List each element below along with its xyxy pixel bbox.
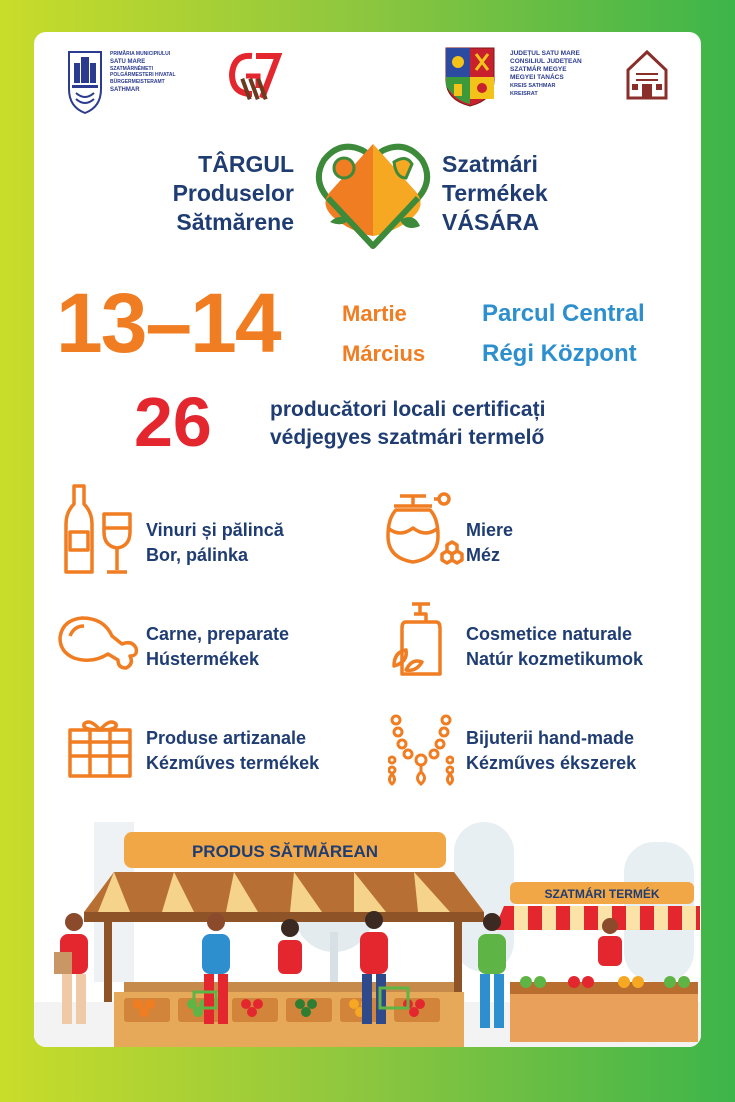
category-ro: Miere [466, 520, 514, 540]
stall-left-sign: PRODUS SĂTMĂREAN [191, 842, 379, 861]
location-ro: Parcul Central [482, 300, 645, 327]
gift-icon [68, 716, 132, 778]
category-ro: Vinuri și pălincă [146, 520, 284, 540]
county-council-text: JUDEȚUL SATU MARE CONSILIUL JUDEȚEAN SZATMÁR MEGYE MEGYEI TANÁCS KREIS SATHMAR KREISRAT [510, 50, 582, 97]
producers-ro: producători locali certificați [270, 398, 546, 421]
logo-bar [34, 32, 701, 122]
poster-panel [34, 32, 701, 1047]
title-ro-line: Produselor [172, 180, 294, 206]
event-date: 13–14 [56, 276, 280, 370]
meat-icon [56, 614, 140, 676]
category-honey [466, 518, 513, 568]
category-ro: Cosmetice naturale [466, 624, 633, 644]
title-hungarian [442, 150, 622, 237]
producer-count: 26 [134, 383, 212, 461]
category-jewelry [466, 726, 636, 776]
event-month [342, 294, 425, 374]
category-hu: Kézműves termékek [146, 753, 320, 773]
title-ro-line: TÂRGUL [198, 151, 294, 177]
category-cosmetics [466, 622, 643, 672]
cosmetics-icon [390, 600, 444, 678]
title-hu-line: VÁSÁRA [442, 209, 540, 235]
county-crest-logo [444, 46, 496, 108]
location-hu: Régi Központ [482, 340, 637, 367]
category-ro: Bijuterii hand-made [466, 728, 635, 748]
category-ro: Produse artizanale [146, 728, 307, 748]
category-hu: Méz [466, 545, 501, 565]
producers-hu: védjegyes szatmári termelő [270, 426, 545, 449]
category-wine [146, 518, 284, 568]
title-ro-line: Sătmărene [176, 209, 294, 235]
heart-emblem-icon [310, 136, 436, 254]
month-ro: Martie [342, 301, 407, 326]
title-hu-line: Termékek [442, 180, 548, 206]
producers-description [270, 396, 545, 452]
category-hu: Natúr kozmetikumok [466, 649, 644, 669]
g7-logo [224, 46, 284, 108]
stall-right-sign: SZATMÁRI TERMÉK [544, 887, 660, 901]
category-hu: Bor, pálinka [146, 545, 249, 565]
city-crest-logo [66, 49, 104, 115]
market-scene-illustration [34, 802, 701, 1047]
month-hu: Március [342, 341, 426, 366]
title-romanian [134, 150, 294, 237]
category-hu: Hústermékek [146, 649, 260, 669]
category-crafts [146, 726, 319, 776]
category-ro: Carne, preparate [146, 624, 290, 644]
wine-icon [64, 482, 136, 577]
title-hu-line: Szatmári [442, 151, 538, 177]
event-location [482, 294, 645, 374]
category-hu: Kézműves ékszerek [466, 753, 637, 773]
honey-icon [386, 492, 466, 572]
city-hall-text: PRIMĂRIA MUNICIPIULUI SATU MARE SZATMÁRNÉMETI POLGÁRMESTERI HIVATAL BÜRGERMEISTERAMT SATHMAR [110, 51, 176, 93]
category-meat [146, 622, 289, 672]
jewelry-icon [388, 714, 454, 786]
house-logo [624, 46, 670, 104]
